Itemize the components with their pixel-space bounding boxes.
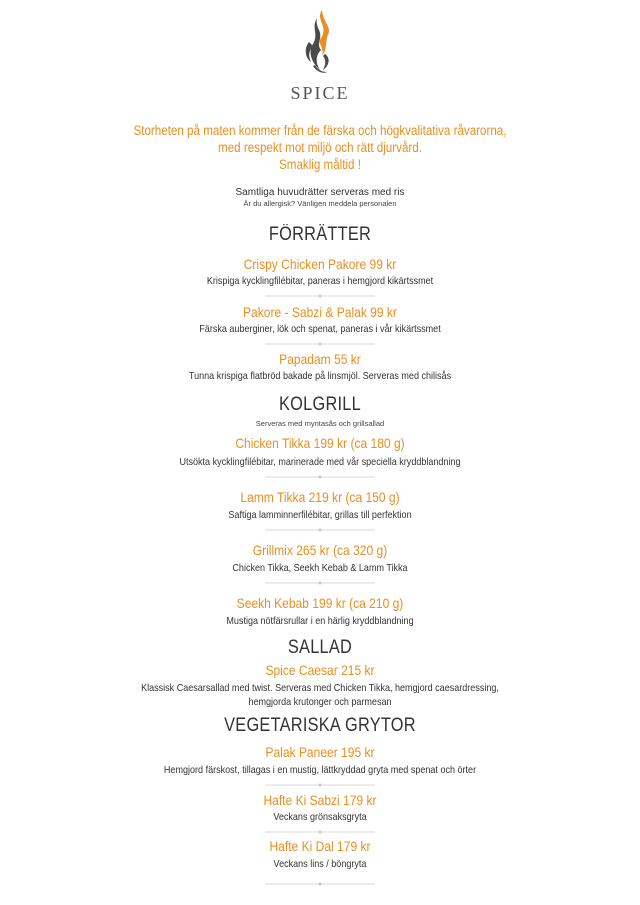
menu-item-name: Lamm Tikka 219 kr (ca 150 g) [240,489,400,505]
menu-item-desc: Utsökta kycklingfilébitar, marinerade med vår speciella kryddblandning [179,456,461,468]
menu-item-name: Grillmix 265 kr (ca 320 g) [252,542,388,558]
section-title-forratter: FÖRRÄTTER [268,224,372,245]
menu-item-desc: hemgjorda krutonger och parmesan [248,696,392,708]
intro-line-1: Storheten på maten kommer från de färska och högkvalitativa råvarorna, [133,123,507,138]
allergy-note: Är du allergisk? Vänligen meddela personalen [243,199,397,208]
menu-item-name: Pakore - Sabzi & Palak 99 kr [243,304,397,320]
brand-name: SPICE [290,83,350,103]
ornament-divider [265,474,375,480]
menu-item-desc: Hemgjord färskost, tillagas i en mustig, lättkryddad gryta med spenat och örter [163,764,477,776]
menu-item-desc: Saftiga lamminnerfilébitar, grillas till perfektion [228,509,412,521]
menu-item-desc: Veckans grönsaksgryta [273,811,367,823]
menu-item-desc: Mustiga nötfärsrullar i en härlig kryddblandning [226,615,414,627]
rice-note: Samtliga huvudrätter serveras med ris [235,187,405,198]
menu-item-desc: Färska auberginer, lök och spenat, paneras i vår kikärtssmet [199,323,441,335]
section-title-vegetariska: VEGETARISKA GRYTOR [224,715,416,736]
spice-flame-logo-icon [295,8,345,78]
intro-line-3: Smaklig måltid ! [279,157,361,172]
menu-item-name: Hafte Ki Dal 179 kr [269,838,371,854]
ornament-divider [265,293,375,299]
menu-item-desc: Chicken Tikka, Seekh Kebab & Lamm Tikka [232,562,408,574]
intro-line-2: med respekt mot miljö och rätt djurvård. [218,140,422,155]
ornament-divider [265,782,375,788]
menu-item-name: Hafte Ki Sabzi 179 kr [263,792,377,808]
section-subtitle-kolgrill: Serveras med myntasås och grillsallad [255,419,385,428]
menu-item-desc: Tunna krispiga flatbröd bakade på linsmjöl. Serveras med chilisås [188,370,452,382]
menu-item-name: Palak Paneer 195 kr [265,744,375,760]
menu-item-name: Crispy Chicken Pakore 99 kr [243,256,397,272]
menu-item-desc: Krispiga kycklingfilébitar, paneras i hemgjord kikärtssmet [206,275,434,287]
menu-item-name: Seekh Kebab 199 kr (ca 210 g) [236,595,404,611]
ornament-divider [265,527,375,533]
ornament-divider [265,341,375,347]
ornament-divider [265,881,375,887]
ornament-divider [265,829,375,835]
menu-item-name: Spice Caesar 215 kr [265,662,375,678]
section-title-kolgrill: KOLGRILL [279,394,361,415]
menu-item-desc: Klassisk Caesarsallad med twist. Serveras med Chicken Tikka, hemgjord caesardressing, [141,682,499,694]
menu-item-name: Chicken Tikka 199 kr (ca 180 g) [235,435,405,451]
section-title-sallad: SALLAD [287,637,353,658]
ornament-divider [265,580,375,586]
menu-item-name: Papadam 55 kr [279,351,361,367]
menu-item-desc: Veckans lins / böngryta [273,858,367,870]
intro-text [0,122,640,173]
